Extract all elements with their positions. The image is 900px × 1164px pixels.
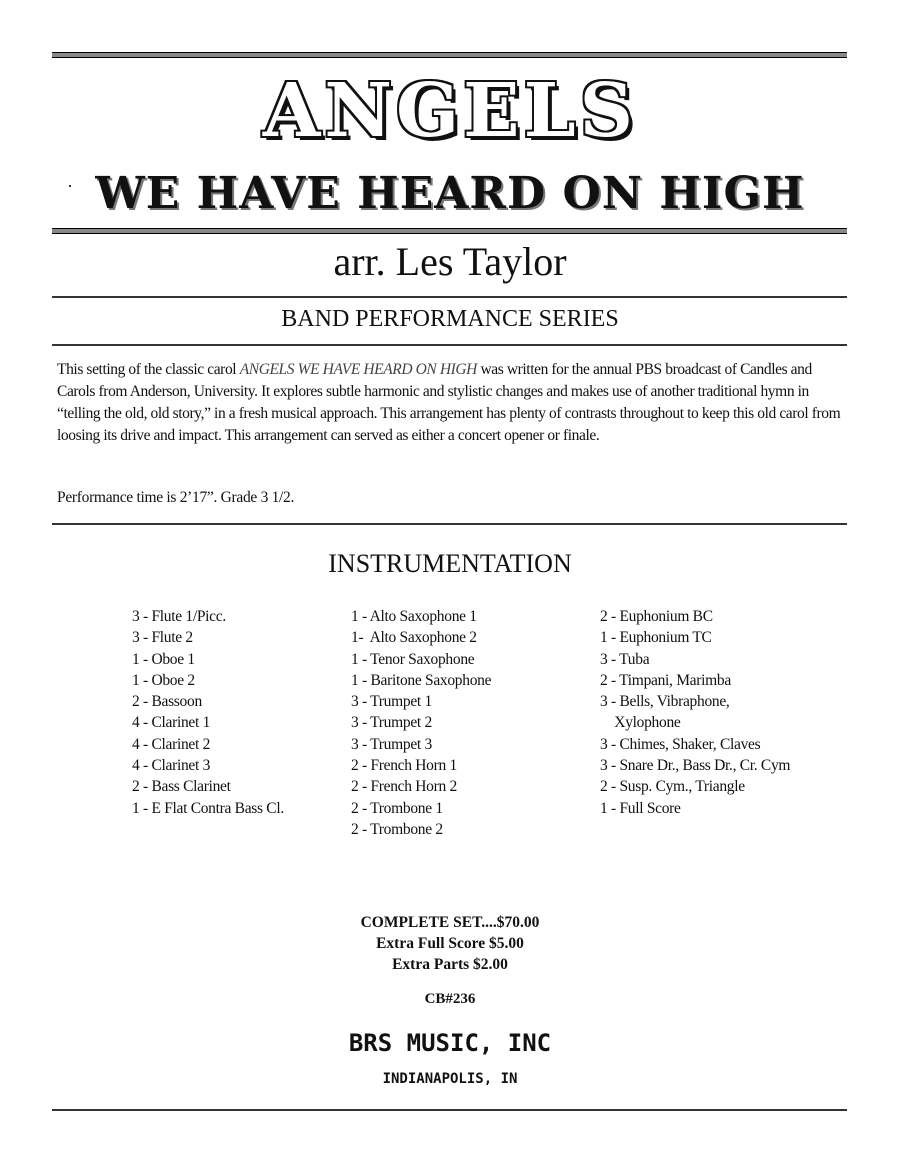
catalog-number: CB#236 <box>424 991 476 1007</box>
extra-score-price: Extra Full Score $5.00 <box>376 935 524 952</box>
instrument-part: 3 - Bells, Vibraphone, <box>600 693 730 711</box>
page-subtitle: WE HAVE HEARD ON HIGH <box>95 168 805 219</box>
top-double-rule <box>52 52 847 58</box>
instrument-part: 1 - Full Score <box>600 799 681 817</box>
arranger-credit: arr. Les Taylor <box>333 239 567 284</box>
instrument-part: 3 - Chimes, Shaker, Claves <box>600 735 761 753</box>
instrumentation-heading: INSTRUMENTATION <box>328 549 572 578</box>
instrument-part: 3 - Trumpet 1 <box>351 693 432 711</box>
instrument-part: 2 - Susp. Cym., Triangle <box>600 778 745 796</box>
instrument-part: 3 - Trumpet 2 <box>351 714 432 732</box>
instrument-part: 3 - Trumpet 3 <box>351 735 432 753</box>
instrument-part: 1 - Alto Saxophone 1 <box>351 608 477 625</box>
instrument-part: 4 - Clarinet 3 <box>132 757 211 775</box>
instrument-part: 2 - Trombone 2 <box>351 820 443 838</box>
instrument-part: 2 - Trombone 1 <box>351 799 443 817</box>
page-title: ANGELS <box>262 68 638 154</box>
instrument-part: 1 - Euphonium TC <box>600 629 712 647</box>
instrument-part: 1 - Oboe 2 <box>132 671 195 689</box>
instrument-column-1 <box>132 606 284 819</box>
instrument-part: 3 - Flute 2 <box>132 629 193 647</box>
instrument-part: 3 - Snare Dr., Bass Dr., Cr. Cym <box>600 757 791 775</box>
instrument-part: 2 - Euphonium BC <box>600 608 713 625</box>
performance-info: Performance time is 2’17”. Grade 3 1/2. <box>57 489 295 506</box>
carol-title: ANGELS WE HAVE HEARD ON HIGH <box>239 361 477 378</box>
instrument-part: 2 - French Horn 1 <box>351 757 457 775</box>
instrument-part: 4 - Clarinet 1 <box>132 714 211 732</box>
extra-parts-price: Extra Parts $2.00 <box>392 956 508 973</box>
instrument-part: 1 - Oboe 1 <box>132 650 195 668</box>
instrument-part: 1 - Baritone Saxophone <box>351 671 492 689</box>
instrument-part: 1 - E Flat Contra Bass Cl. <box>132 799 284 817</box>
instrument-part: 1- Alto Saxophone 2 <box>351 629 477 647</box>
instrument-part: 3 - Flute 1/Picc. <box>132 608 226 625</box>
pricing-block <box>0 912 900 975</box>
instrument-part: 2 - French Horn 2 <box>351 778 457 796</box>
bottom-rule <box>52 1109 847 1111</box>
instrument-column-3 <box>600 606 790 819</box>
divider-rule <box>52 523 847 525</box>
instrument-part: 2 - Timpani, Marimba <box>600 671 731 689</box>
description-body: was written for the annual PBS broadcast of Candles and Carols from Anderson, University. It explores subtle harmonic and stylistic changes and makes use of another traditional hymn in “telling the old, old story,” in a fresh musical approach. This arrangement has plenty of contrasts throughout to keep this old carol from loosing its drive and impact. This arrangement can served as either a concert opener or finale. <box>57 361 841 444</box>
instrument-part: Xylophone <box>600 714 681 732</box>
description-paragraph <box>57 359 847 447</box>
instrument-part: 1 - Tenor Saxophone <box>351 650 475 668</box>
instrument-part: 4 - Clarinet 2 <box>132 735 211 753</box>
series-label: BAND PERFORMANCE SERIES <box>281 306 619 332</box>
publisher-city: INDIANAPOLIS, IN <box>382 1071 518 1087</box>
divider-rule <box>52 296 847 298</box>
divider-rule <box>52 344 847 346</box>
instrument-part: 3 - Tuba <box>600 650 650 668</box>
publisher-name: BRS MUSIC, INC <box>348 1029 552 1057</box>
instrument-part: 2 - Bass Clarinet <box>132 778 231 796</box>
title-double-rule <box>52 228 847 234</box>
instrument-column-2 <box>351 606 491 840</box>
instrument-part: 2 - Bassoon <box>132 693 202 711</box>
complete-set-price: COMPLETE SET....$70.00 <box>360 914 540 931</box>
description-intro: This setting of the classic carol <box>57 361 240 378</box>
